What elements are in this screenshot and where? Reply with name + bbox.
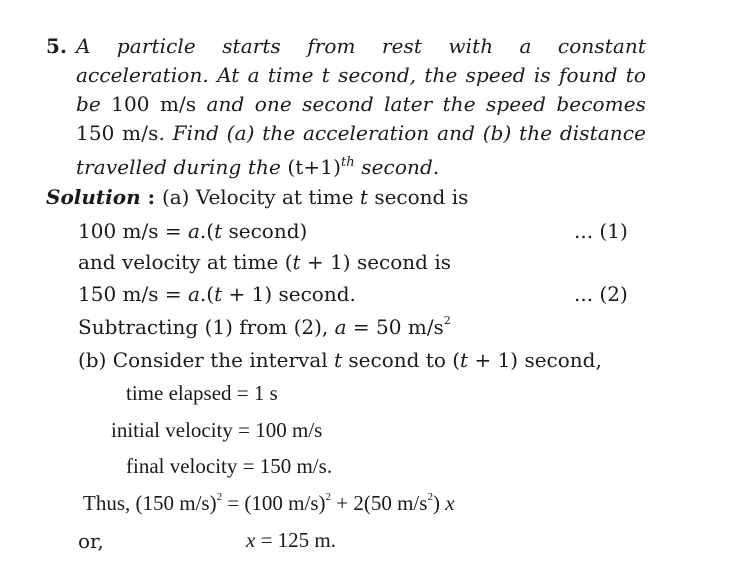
var-t: t bbox=[214, 219, 223, 243]
solution-text: = 125 m. bbox=[255, 528, 337, 552]
solution-text: second to ( bbox=[342, 348, 461, 372]
solution-heading-line bbox=[46, 185, 468, 209]
solution-text: ) bbox=[432, 491, 446, 515]
solution-text: + 1) second, bbox=[468, 348, 602, 372]
equation-number-2: ... (2) bbox=[574, 282, 628, 306]
solution-text: = 50 m/s bbox=[346, 315, 444, 339]
exponent: 2 bbox=[216, 491, 223, 503]
solution-line-final-velocity: final velocity = 150 m/s. bbox=[126, 454, 333, 478]
solution-colon: : bbox=[140, 185, 162, 209]
t-plus-one: (t+1) bbox=[287, 155, 341, 179]
solution-text: + 1) second. bbox=[222, 282, 356, 306]
var-x: x bbox=[445, 491, 455, 515]
solution-text: = (100 m/s) bbox=[222, 491, 326, 515]
solution-text: Subtracting (1) from (2), bbox=[78, 315, 335, 339]
exponent: 2 bbox=[443, 314, 451, 327]
exponent: 2 bbox=[427, 491, 433, 503]
var-t: t bbox=[460, 348, 469, 372]
speed-value-1: 100 m/s bbox=[111, 92, 197, 116]
solution-label: Solution bbox=[46, 185, 141, 209]
solution-text: (a) Velocity at time bbox=[161, 185, 360, 209]
solution-line-3 bbox=[78, 282, 356, 306]
solution-text: second is bbox=[367, 185, 469, 209]
solution-text: second) bbox=[222, 219, 308, 243]
exponent: 2 bbox=[325, 491, 331, 503]
solution-text: and velocity at time ( bbox=[78, 250, 293, 274]
problem-number: 5. bbox=[46, 34, 68, 58]
solution-line-time-elapsed: time elapsed = 1 s bbox=[126, 381, 278, 405]
problem-statement bbox=[46, 32, 646, 182]
equation-number-1: ... (1) bbox=[574, 219, 628, 243]
solution-text: Thus, (150 m/s) bbox=[83, 491, 217, 515]
solution-line-thus bbox=[83, 491, 455, 516]
var-t: t bbox=[359, 185, 368, 209]
var-a: a bbox=[187, 282, 200, 306]
solution-line-initial-velocity: initial velocity = 100 m/s bbox=[111, 418, 323, 442]
var-a: a bbox=[187, 219, 200, 243]
var-t: t bbox=[214, 282, 223, 306]
problem-text bbox=[76, 32, 646, 182]
var-a: a bbox=[334, 315, 347, 339]
solution-text: + 1) second is bbox=[300, 250, 451, 274]
var-x: x bbox=[246, 528, 256, 552]
solution-line-1 bbox=[78, 219, 307, 243]
solution-text: .( bbox=[199, 282, 215, 306]
th-superscript: th bbox=[340, 155, 355, 170]
solution-text: .( bbox=[199, 219, 215, 243]
speed-value-2: 150 m/s bbox=[76, 121, 159, 145]
problem-text-part: . Find (a) the acceleration and (b) the distance travelled during the bbox=[76, 121, 646, 179]
solution-line-5 bbox=[78, 348, 602, 372]
solution-text: (b) Consider the interval bbox=[78, 348, 335, 372]
problem-text-part: A particle starts from rest with a constant acceleration. At a time t second, the speed is found to be bbox=[76, 34, 646, 116]
problem-text-part: second. bbox=[354, 155, 440, 179]
solution-line-4 bbox=[78, 314, 451, 339]
solution-result bbox=[246, 528, 336, 553]
solution-line-2 bbox=[78, 250, 451, 274]
var-t: t bbox=[292, 250, 301, 274]
solution-or-label: or, bbox=[78, 529, 104, 553]
solution-text: + 2(50 m/s bbox=[331, 491, 428, 515]
var-t: t bbox=[334, 348, 343, 372]
problem-text-part: and one second later the speed becomes bbox=[196, 92, 646, 116]
solution-text: 100 m/s = bbox=[78, 219, 188, 243]
solution-text: 150 m/s = bbox=[78, 282, 188, 306]
